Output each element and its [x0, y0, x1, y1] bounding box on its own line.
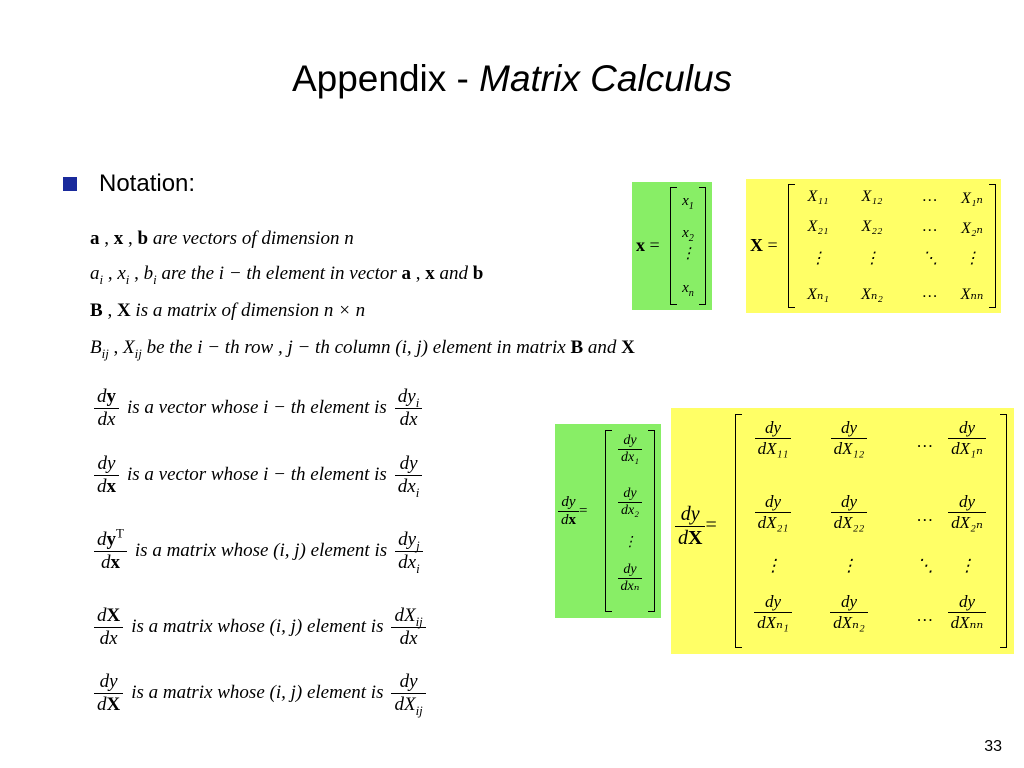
notation-line-2: $a_i$ , $x_i$ , $b_i$ are the i − th element in vector a , x and b	[90, 263, 484, 287]
matrix-X-cell: Xₙₙ	[960, 286, 984, 303]
matrix-dydX-cell: $\frac{dy}{\text{dXₙ₁}}$	[741, 592, 805, 632]
notation-line-1: a , x , b are vectors of dimension n	[90, 228, 354, 249]
matrix-X-cell: …	[922, 188, 938, 205]
matrix-X-cell: X₂₂	[861, 218, 883, 235]
vector-dydx-lhs: $\frac{dy}{dx}$ =	[558, 494, 587, 530]
matrix-dydX-cell: …	[917, 606, 933, 625]
matrix-X-cell: ⋮	[864, 250, 880, 267]
matrix-X-lhs: X =	[750, 235, 778, 255]
matrix-dydX-cell: $\frac{dy}{\text{dX₁ₙ}}$	[935, 418, 999, 458]
vector-dydx-box	[555, 424, 661, 618]
derivative-row-4: $\frac{dX}{dx}$ is a matrix whose (i, j) element is $\frac{dX_{ij}}{dx}$	[90, 595, 430, 659]
vector-dydx-matrix: $\frac{dy}{\text{dx₁}}$ $\frac{dy}{\text{dx₂}}$ ⋮ $\frac{dy}{\text{dxₙ}}$	[605, 430, 655, 612]
matrix-dydX-cell: $\frac{dy}{\text{dXₙ₂}}$	[817, 592, 881, 632]
matrix-X-grid	[788, 184, 996, 308]
matrix-X-box	[746, 179, 1001, 313]
matrix-X-cell: ⋮	[964, 250, 980, 267]
slide-title	[0, 58, 1024, 100]
title-main: Appendix -	[291, 58, 480, 99]
matrix-dydX-cell: ⋮	[764, 556, 782, 575]
matrix-X-cell: …	[922, 218, 938, 235]
derivative-row-2: $\frac{dy}{dx}$ is a vector whose i − th element is $\frac{dy}{dx_i}$	[90, 443, 426, 507]
matrix-X-cell: X₂₁	[807, 218, 829, 235]
matrix-X-cell: X₁ₙ	[961, 190, 983, 207]
matrix-dydX-cell: $\frac{dy}{\text{dX₂₂}}$	[817, 492, 881, 532]
matrix-dydX-cell: $\frac{dy}{\text{dX₁₁}}$	[741, 418, 805, 458]
vector-x-matrix: $x_1$ $x_2$ ⋮ $x_n$	[670, 187, 706, 305]
matrix-X-cell: ⋮	[810, 250, 826, 267]
notation-line-3: B , X is a matrix of dimension n × n	[90, 300, 366, 321]
derivative-row-3: $\frac{dy^T}{dx}$ is a matrix whose (i, j) element is $\frac{dy_j}{dx_i}$	[90, 519, 427, 583]
matrix-dydX-lhs: $\frac{dy}{dX}$ =	[675, 503, 717, 550]
matrix-dydX-cell: ⋮	[958, 556, 976, 575]
matrix-dydX-cell: …	[917, 506, 933, 525]
matrix-dydX-cell: …	[917, 432, 933, 451]
matrix-dydX-cell: $\frac{dy}{\text{dXₙₙ}}$	[935, 592, 999, 632]
title-italic: Matrix Calculus	[479, 58, 733, 99]
bullet-notation-label: Notation:	[99, 170, 196, 197]
vector-x-lhs: x =	[636, 235, 660, 255]
matrix-X-cell: X₂ₙ	[961, 220, 983, 237]
bullet-square-icon	[63, 177, 77, 191]
matrix-dydX-box	[671, 408, 1014, 654]
matrix-dydX-grid	[735, 414, 1007, 648]
matrix-X-cell: ⋱	[922, 250, 938, 267]
matrix-dydX-cell: $\frac{dy}{\text{dX₂ₙ}}$	[935, 492, 999, 532]
matrix-dydX-cell: ⋮	[840, 556, 858, 575]
matrix-dydX-cell: $\frac{dy}{\text{dX₁₂}}$	[817, 418, 881, 458]
derivative-row-5: $\frac{dy}{dX}$ is a matrix whose (i, j) element is $\frac{dy}{dX_{ij}}$	[90, 661, 430, 725]
matrix-dydX-cell: ⋱	[916, 556, 934, 575]
matrix-X-cell: …	[922, 284, 938, 301]
derivative-row-1: $\frac{dy}{dx}$ is a vector whose i − th element is $\frac{dy_i}{dx}$	[90, 376, 426, 440]
matrix-X-cell: Xₙ₂	[861, 286, 883, 303]
matrix-X-cell: X₁₂	[861, 188, 883, 205]
vector-x-box	[632, 182, 712, 310]
notation-line-4: $B_{ij}$ , $X_{ij}$ be the i − th row , j − th column (i, j) element in matrix B and X	[90, 337, 635, 361]
matrix-dydX-cell: $\frac{dy}{\text{dX₂₁}}$	[741, 492, 805, 532]
matrix-X-cell: Xₙ₁	[807, 286, 829, 303]
matrix-X-cell: X₁₁	[807, 188, 829, 205]
page-number: 33	[984, 738, 1002, 755]
